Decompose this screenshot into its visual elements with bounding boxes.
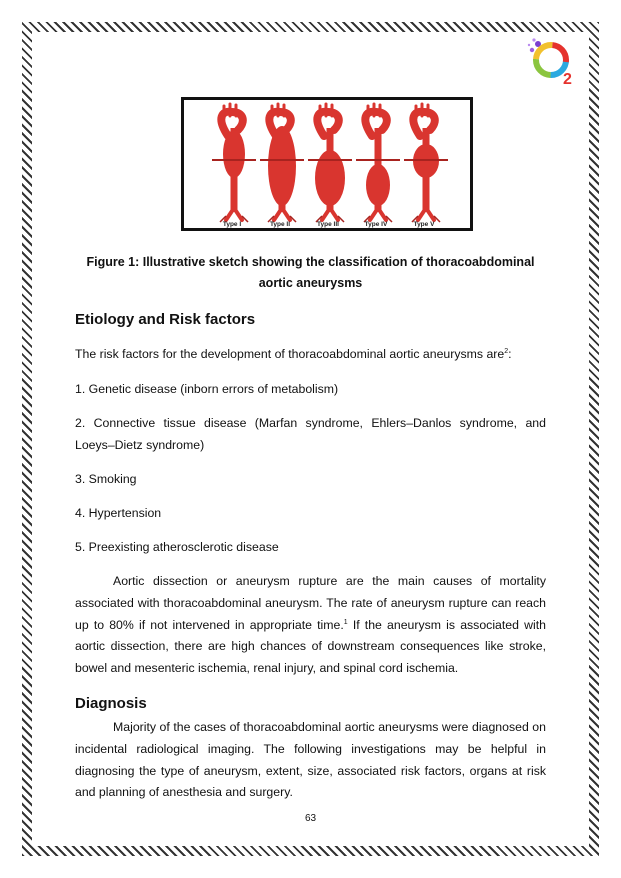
o2-logo-icon xyxy=(525,36,579,88)
svg-text:2: 2 xyxy=(563,71,572,88)
mortality-paragraph: Aortic dissection or aneurysm rupture are the main causes of mortality associated with thoracoabdominal aneurysm. The rate of aneurysm rupture can reach up to 80% if not intervened in appropriate time.$^1$ If the aneurysm is associated with aortic dissection, there are high chances of downstream consequences like stroke, bowel and mesenteric ischemia, renal injury, and spinal cord ischemia. xyxy=(75,574,546,676)
section-heading-etiology: Etiology and Risk factors xyxy=(75,311,256,328)
list-item: 3. Smoking xyxy=(75,472,137,486)
reference-superscript: 1 xyxy=(343,618,348,626)
list-item: 4. Hypertension xyxy=(75,506,162,520)
type-label: Type I xyxy=(222,221,242,228)
caption-line-1: Figure 1: Illustrative sketch showing the classification of thoracoabdominal xyxy=(86,255,535,269)
page-number: 63 xyxy=(304,813,317,824)
list-item: 2. Connective tissue disease (Marfan syndrome, Ehlers–Danlos syndrome, and Loeys–Dietz syndrome) xyxy=(75,416,546,452)
aorta-sketch xyxy=(404,104,448,228)
aorta-sketch xyxy=(260,104,304,228)
list-item: 5. Preexisting atherosclerotic disease xyxy=(75,540,279,554)
risk-factors-intro: The risk factors for the development of thoracoabdominal aortic aneurysms are$^2$: xyxy=(75,347,512,361)
aneurysm-classification-figure xyxy=(181,97,473,231)
diagnosis-paragraph: Majority of the cases of thoracoabdominal aortic aneurysms were diagnosed on incidental radiological imaging. The following investigations may be helpful in diagnosing the type of aneurysm, extent, size, associated risk factors, organs at risk and planning of anesthesia and surgery. xyxy=(75,720,546,800)
type-label: Type V xyxy=(413,221,435,228)
reference-superscript: 2 xyxy=(504,348,509,355)
type-label: Type III xyxy=(317,221,339,228)
type-label: Type IV xyxy=(364,221,388,228)
list-item: 1. Genetic disease (inborn errors of metabolism) xyxy=(75,382,339,396)
figure-caption xyxy=(75,252,546,294)
aorta-sketch xyxy=(308,104,352,228)
type-label: Type II xyxy=(269,221,291,228)
aorta-sketch xyxy=(356,104,400,228)
section-heading-diagnosis: Diagnosis xyxy=(75,695,147,712)
aorta-sketch xyxy=(212,104,256,228)
caption-line-2: aortic aneurysms xyxy=(258,276,363,290)
